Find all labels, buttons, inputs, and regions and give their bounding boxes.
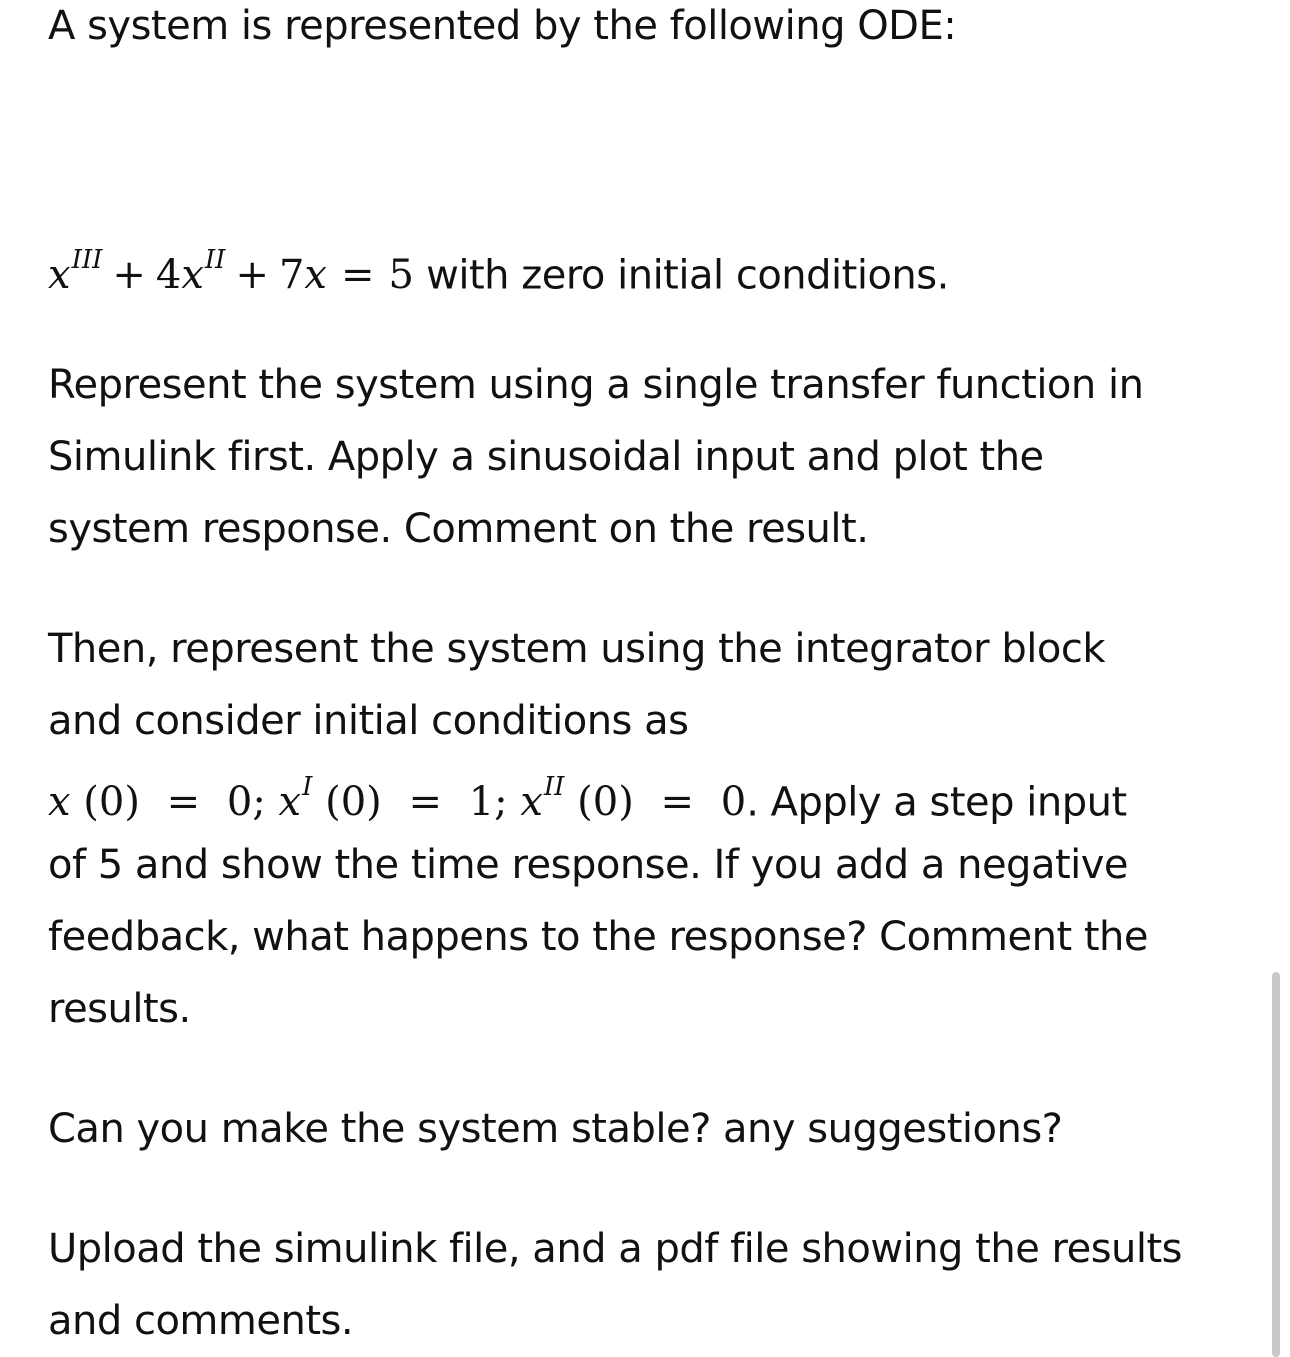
paragraph1-line1: Represent the system using a single transfer function in: [48, 362, 1144, 408]
ode-equation: [48, 242, 949, 299]
paragraph4-line2: and comments.: [48, 1298, 354, 1344]
paragraph1-line3: system response. Comment on the result.: [48, 506, 869, 552]
paragraph1-line2: Simulink first. Apply a sinusoidal input and plot the: [48, 434, 1044, 480]
ode-math: $x^{III} + 4x^{II} + 7x = 5$: [48, 245, 414, 299]
initial-conditions: [48, 769, 1127, 826]
vertical-scrollbar[interactable]: [1272, 972, 1280, 1357]
ode-suffix: with zero initial conditions.: [413, 252, 949, 299]
paragraph2-line2: and consider initial conditions as: [48, 698, 689, 744]
paragraph2-line4: of 5 and show the time response. If you add a negative: [48, 842, 1129, 888]
paragraph3-line: Can you make the system stable? any suggestions?: [48, 1106, 1063, 1152]
paragraph2-line1: Then, represent the system using the integrator block: [48, 626, 1105, 672]
paragraph4-line1: Upload the simulink file, and a pdf file showing the results: [48, 1226, 1183, 1272]
initial-conditions-math: x (0) = 0; $x^I$ (0) = 1; $x^{II}$ (0) = 0: [48, 772, 747, 826]
intro-line: A system is represented by the following ODE:: [48, 3, 957, 49]
paragraph2-line6: results.: [48, 986, 191, 1032]
initial-conditions-suffix: . Apply a step input: [746, 779, 1127, 826]
paragraph2-line5: feedback, what happens to the response? Comment the: [48, 914, 1149, 960]
